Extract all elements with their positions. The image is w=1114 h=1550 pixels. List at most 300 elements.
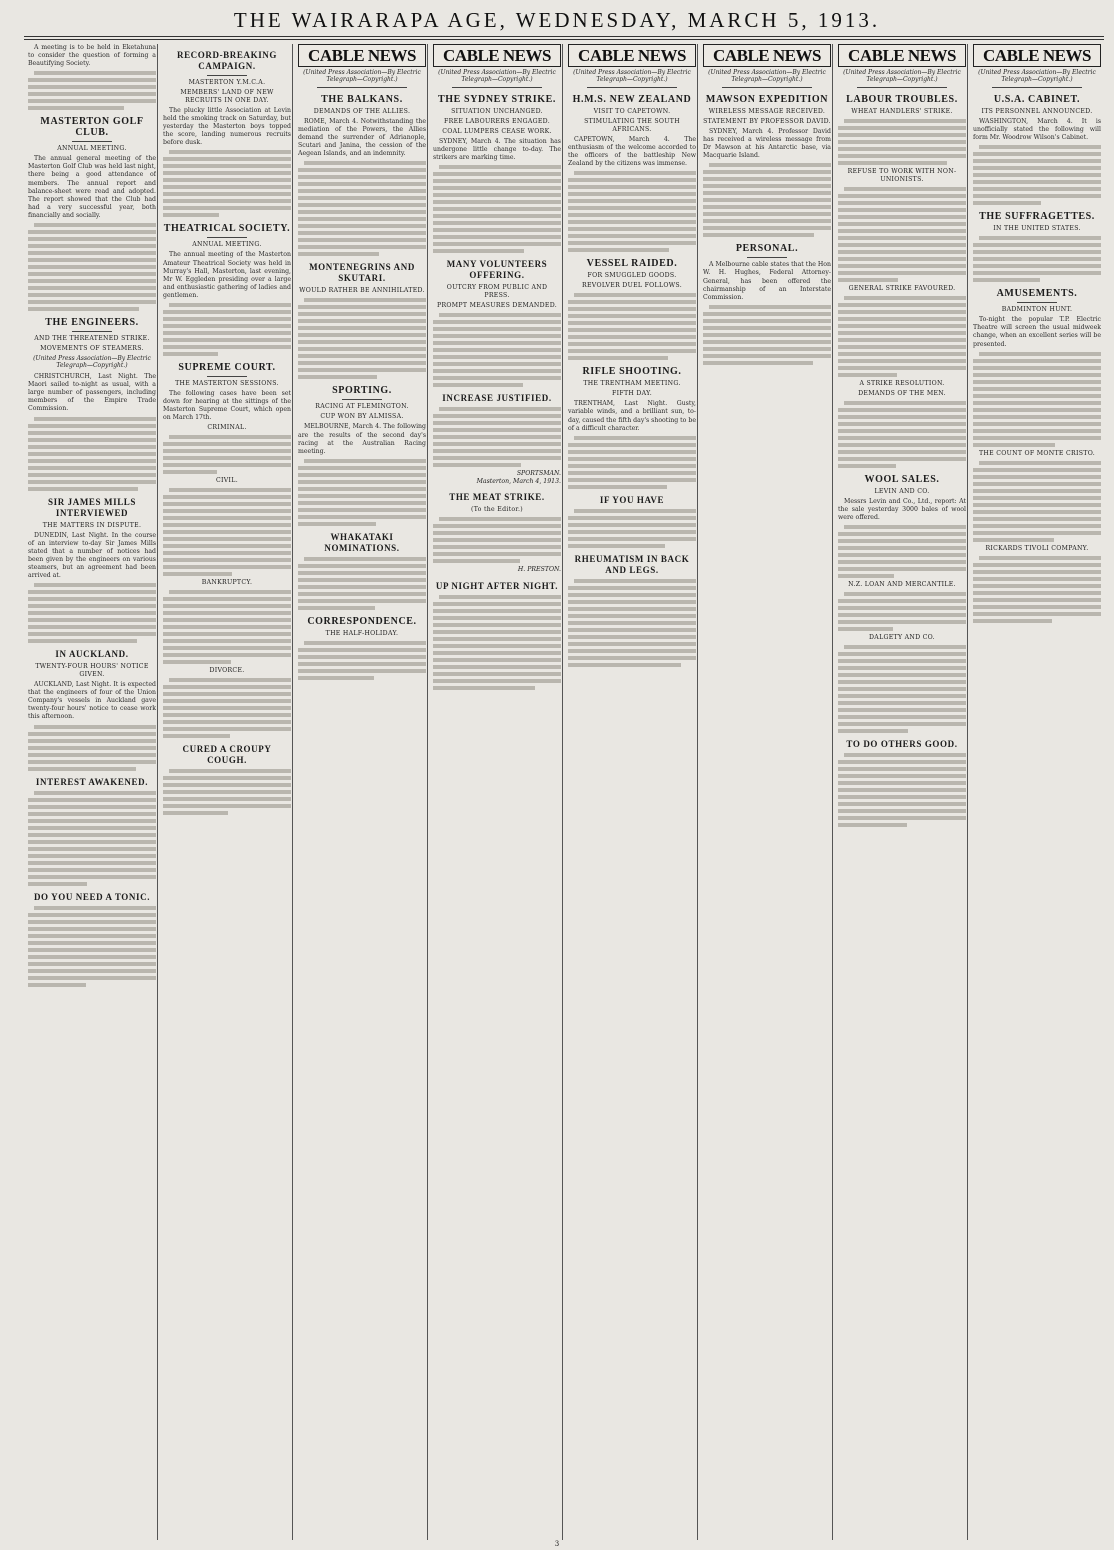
print-line xyxy=(838,443,966,447)
personal-headline: PERSONAL. xyxy=(735,243,799,255)
bankruptcy-subhead: BANKRUPTCY. xyxy=(201,579,253,587)
print-line xyxy=(973,429,1101,433)
print-line xyxy=(433,686,535,690)
print-line xyxy=(28,438,156,442)
print-line xyxy=(163,685,291,689)
print-line xyxy=(163,544,291,548)
print-line xyxy=(304,298,426,302)
print-line xyxy=(28,251,156,255)
print-line xyxy=(838,324,966,328)
print-line xyxy=(298,203,426,207)
print-line xyxy=(163,604,291,608)
print-line xyxy=(973,510,1101,514)
print-line xyxy=(568,248,669,252)
engineers-subhead: AND THE THREATENED STRIKE. xyxy=(34,335,150,343)
filler-text xyxy=(28,223,156,311)
filler-text xyxy=(973,461,1101,542)
print-line xyxy=(838,303,966,307)
filler-text xyxy=(973,236,1101,282)
print-line xyxy=(703,333,831,337)
print-line xyxy=(163,646,291,650)
print-line xyxy=(838,560,966,564)
print-line xyxy=(163,660,231,664)
print-line xyxy=(433,320,561,324)
print-line xyxy=(574,579,696,583)
sporting-article: MELBOURNE, March 4. The following are the results of the second day's racing at the Australian Racing meeting. xyxy=(298,423,426,455)
print-line xyxy=(433,435,561,439)
print-line xyxy=(28,927,156,931)
print-line xyxy=(28,480,156,484)
print-line xyxy=(838,539,966,543)
print-line xyxy=(169,150,291,154)
labour-subhead: WHEAT HANDLERS' STRIKE. xyxy=(851,108,953,115)
print-line xyxy=(568,335,696,339)
rickards-subhead: RICKARDS TIVOLI COMPANY. xyxy=(985,544,1089,552)
press-credit: (United Press Association—By Electric Telegraph—Copyright.) xyxy=(708,69,826,83)
print-line xyxy=(838,567,966,571)
print-line xyxy=(703,319,831,323)
print-line xyxy=(973,359,1101,363)
print-line xyxy=(28,934,156,938)
print-line xyxy=(568,450,696,454)
print-line xyxy=(163,463,291,467)
print-line xyxy=(163,157,291,161)
print-line xyxy=(28,962,156,966)
print-line xyxy=(298,648,426,652)
filler-text xyxy=(163,435,291,474)
print-line xyxy=(298,196,426,200)
print-line xyxy=(28,106,124,110)
print-line xyxy=(973,387,1101,391)
print-line xyxy=(433,456,561,460)
filler-text xyxy=(838,296,966,377)
print-line xyxy=(298,168,426,172)
print-line xyxy=(838,457,966,461)
usa-headline: U.S.A. CABINET. xyxy=(993,94,1081,105)
cable-news-banner: CABLE NEWS xyxy=(973,44,1101,67)
print-line xyxy=(568,300,696,304)
print-line xyxy=(973,436,1101,440)
print-line xyxy=(568,234,696,238)
print-line xyxy=(298,578,426,582)
filler-text xyxy=(163,303,291,356)
rule xyxy=(452,87,542,88)
print-line xyxy=(163,516,291,520)
press-credit: (United Press Association—By Electric Telegraph—Copyright.) xyxy=(33,355,151,370)
print-line xyxy=(433,609,561,613)
print-line xyxy=(838,606,966,610)
print-line xyxy=(703,326,831,330)
nz-article: CAPETOWN, March 4. The enthusiasm of the welcome accorded to the officers of the battleship New Zealand by the citizens was immense. xyxy=(568,136,696,168)
filler-text xyxy=(838,525,966,578)
increase-headline: INCREASE JUSTIFIED. xyxy=(442,393,552,404)
print-line xyxy=(838,680,966,684)
print-line xyxy=(973,166,1101,170)
print-line xyxy=(163,797,291,801)
print-line xyxy=(838,161,947,165)
whakataki-headline: WHAKATAKI NOMINATIONS. xyxy=(324,531,400,553)
print-line xyxy=(433,179,561,183)
filler-text xyxy=(568,293,696,360)
print-line xyxy=(838,701,966,705)
print-line xyxy=(304,557,426,561)
print-line xyxy=(703,177,831,181)
print-line xyxy=(973,201,1041,205)
print-line xyxy=(28,487,138,491)
print-line xyxy=(568,628,696,632)
balkans-article: ROME, March 4. Notwithstanding the mediation of the Powers, the Allies demand the surrender of Adrianople, Scutari and Janina, the cession of the Aegean Islands, and an indemnity. xyxy=(298,118,426,158)
print-line xyxy=(304,641,426,645)
wool-headline: WOOL SALES. xyxy=(864,474,940,485)
filler-text xyxy=(28,583,156,643)
print-line xyxy=(298,571,426,575)
print-line xyxy=(28,983,86,987)
print-line xyxy=(298,245,426,249)
volunteers-subhead: OUTCRY FROM PUBLIC AND PRESS. xyxy=(446,284,548,300)
print-line xyxy=(838,154,966,158)
print-line xyxy=(838,574,894,578)
filler-text xyxy=(163,769,291,815)
print-line xyxy=(838,760,966,764)
print-line xyxy=(34,791,156,795)
print-line xyxy=(433,421,561,425)
amusements-article: To-night the popular T.P. Electric Theatre will screen the usual midweek change, when an excellent series will be presented. xyxy=(973,316,1101,348)
print-line xyxy=(838,546,966,550)
print-line xyxy=(838,620,966,624)
print-line xyxy=(973,243,1101,247)
print-line xyxy=(838,795,966,799)
filler-text xyxy=(163,590,291,664)
print-line xyxy=(433,623,561,627)
print-line xyxy=(433,341,561,345)
print-line xyxy=(433,552,561,556)
print-line xyxy=(709,305,831,309)
print-line xyxy=(844,645,966,649)
print-line xyxy=(163,790,291,794)
print-line xyxy=(838,627,893,631)
print-line xyxy=(304,459,426,463)
filler-text xyxy=(568,509,696,548)
filler-text xyxy=(703,305,831,365)
print-line xyxy=(574,293,696,297)
print-line xyxy=(568,321,696,325)
column-4 xyxy=(433,44,561,1544)
divorce-subhead: DIVORCE. xyxy=(209,667,245,675)
print-line xyxy=(844,296,966,300)
print-line xyxy=(433,334,561,338)
print-line xyxy=(169,678,291,682)
print-line xyxy=(163,727,291,731)
print-line xyxy=(163,171,291,175)
print-line xyxy=(34,223,156,227)
print-line xyxy=(433,644,561,648)
intro-paragraph: A meeting is to be held in Eketahuna to consider the question of forming a Beautifying Society. xyxy=(28,44,156,68)
meat-headline: THE MEAT STRIKE. xyxy=(449,492,545,503)
print-line xyxy=(433,362,561,366)
print-line xyxy=(973,394,1101,398)
engineers-headline: THE ENGINEERS. xyxy=(45,317,139,329)
print-line xyxy=(298,487,426,491)
print-line xyxy=(973,264,1101,268)
print-line xyxy=(298,305,426,309)
print-line xyxy=(28,976,156,980)
filler-text xyxy=(433,165,561,253)
print-line xyxy=(28,424,156,428)
record-headline: RECORD-BREAKING CAMPAIGN. xyxy=(176,50,277,71)
print-line xyxy=(298,252,379,256)
print-line xyxy=(433,428,561,432)
print-line xyxy=(163,199,291,203)
print-line xyxy=(844,592,966,596)
print-line xyxy=(838,722,966,726)
print-line xyxy=(568,523,696,527)
print-line xyxy=(298,473,426,477)
filler-text xyxy=(28,71,156,110)
print-line xyxy=(433,616,561,620)
print-line xyxy=(973,524,1101,528)
print-line xyxy=(433,538,561,542)
print-line xyxy=(163,206,291,210)
print-line xyxy=(568,635,696,639)
print-line xyxy=(838,373,897,377)
print-line xyxy=(28,99,156,103)
print-line xyxy=(298,333,426,337)
print-line xyxy=(298,655,426,659)
print-line xyxy=(28,618,156,622)
print-line xyxy=(703,170,831,174)
print-line xyxy=(433,463,521,467)
rule xyxy=(722,87,812,88)
rule xyxy=(857,87,947,88)
rule xyxy=(72,141,112,142)
print-line xyxy=(433,376,561,380)
print-line xyxy=(703,205,831,209)
print-line xyxy=(298,375,377,379)
print-line xyxy=(28,969,156,973)
print-line xyxy=(838,257,966,261)
correspondence-headline: CORRESPONDENCE. xyxy=(307,615,417,627)
filler-text xyxy=(433,517,561,563)
print-line xyxy=(433,665,561,669)
rifle-article: TRENTHAM, Last Night. Gusty, variable winds, and a brilliant sun, to-day, caused the fifth day's shooting to be of a difficult character. xyxy=(568,400,696,432)
print-line xyxy=(703,312,831,316)
print-line xyxy=(298,340,426,344)
print-line xyxy=(838,673,966,677)
print-line xyxy=(298,564,426,568)
print-line xyxy=(568,537,696,541)
print-line xyxy=(703,347,831,351)
print-line xyxy=(28,948,156,952)
print-line xyxy=(844,187,966,191)
print-line xyxy=(844,401,966,405)
print-line xyxy=(568,586,696,590)
masthead: THE WAIRARAPA AGE, WEDNESDAY, MARCH 5, 1913. xyxy=(233,8,881,32)
demands-subhead: DEMANDS OF THE MEN. xyxy=(858,390,946,397)
ad-interest-headline: INTEREST AWAKENED. xyxy=(35,776,149,787)
print-line xyxy=(838,429,966,433)
dalgety-subhead: DALGETY AND CO. xyxy=(869,634,935,642)
print-line xyxy=(28,300,156,304)
golf-subhead: ANNUAL MEETING. xyxy=(57,145,127,153)
print-line xyxy=(973,271,1101,275)
press-credit: (United Press Association—By Electric Telegraph—Copyright.) xyxy=(573,69,691,83)
filler-text xyxy=(703,163,831,237)
print-line xyxy=(169,769,291,773)
suffragettes-subhead: IN THE UNITED STATES. xyxy=(993,225,1081,233)
print-line xyxy=(163,352,218,356)
print-line xyxy=(163,639,291,643)
print-line xyxy=(568,227,696,231)
print-line xyxy=(838,816,966,820)
print-line xyxy=(28,265,156,269)
print-line xyxy=(574,436,696,440)
print-line xyxy=(28,597,156,601)
print-line xyxy=(838,415,966,419)
print-line xyxy=(973,570,1101,574)
print-line xyxy=(28,632,156,636)
print-line xyxy=(568,663,681,667)
print-line xyxy=(28,307,139,311)
print-line xyxy=(973,591,1101,595)
mills-headline: SIR JAMES MILLS INTERVIEWED xyxy=(47,496,137,518)
nz-subhead: VISIT TO CAPETOWN. xyxy=(593,108,671,115)
print-line xyxy=(163,164,291,168)
print-line xyxy=(439,313,561,317)
rule xyxy=(317,87,407,88)
ifyouhave-headline: IF YOU HAVE xyxy=(599,494,665,505)
filler-text xyxy=(973,145,1101,205)
print-line xyxy=(28,861,156,865)
print-line xyxy=(568,593,696,597)
filler-text xyxy=(568,436,696,489)
print-line xyxy=(838,345,966,349)
print-line xyxy=(163,449,291,453)
print-line xyxy=(433,327,561,331)
cable-news-banner: CABLE NEWS xyxy=(838,44,966,67)
column-7 xyxy=(838,44,966,1544)
refuse-subhead: REFUSE TO WORK WITH NON-UNIONISTS. xyxy=(847,168,957,183)
print-line xyxy=(838,229,966,233)
print-line xyxy=(298,175,426,179)
nzloan-subhead: N.Z. LOAN AND MERCANTILE. xyxy=(848,581,956,589)
print-line xyxy=(28,85,156,89)
print-line xyxy=(973,563,1101,567)
print-line xyxy=(439,165,561,169)
print-line xyxy=(574,171,696,175)
print-line xyxy=(433,207,561,211)
print-line xyxy=(973,496,1101,500)
print-line xyxy=(28,941,156,945)
cable-news-banner: CABLE NEWS xyxy=(433,44,561,67)
print-line xyxy=(28,805,156,809)
wool-subhead: LEVIN AND CO. xyxy=(874,488,930,495)
print-line xyxy=(973,257,1101,261)
print-line xyxy=(838,201,966,205)
personal-article: A Melbourne cable states that the Hon W. H. Hughes, Federal Attorney-General, has been offered the chairmanship of an Interstate Commission. xyxy=(703,261,831,301)
print-line xyxy=(163,178,291,182)
golf-article: The annual general meeting of the Masterton Golf Club was held last night, there being a good attendance of members. The annual report and balance-sheet were read and adopted. The report showed that the Club had had a very successful year, both financially and socially. xyxy=(28,155,156,219)
print-line xyxy=(28,920,156,924)
print-line xyxy=(28,833,156,837)
print-line xyxy=(163,776,291,780)
print-line xyxy=(28,868,156,872)
print-line xyxy=(838,652,966,656)
print-line xyxy=(703,361,813,365)
print-line xyxy=(439,595,561,599)
print-line xyxy=(163,811,228,815)
print-line xyxy=(28,639,137,643)
print-line xyxy=(169,303,291,307)
print-line xyxy=(838,802,966,806)
general-strike-subhead: GENERAL STRIKE FAVOURED. xyxy=(848,285,956,292)
print-line xyxy=(838,599,966,603)
print-line xyxy=(838,408,966,412)
print-line xyxy=(28,753,156,757)
filler-text xyxy=(838,645,966,733)
print-line xyxy=(28,812,156,816)
rule xyxy=(1017,302,1057,303)
others-headline: TO DO OTHERS GOOD. xyxy=(846,739,958,750)
mawson-headline: MAWSON EXPEDITION xyxy=(705,94,829,105)
print-line xyxy=(838,352,966,356)
correspondence-subhead: THE HALF-HOLIDAY. xyxy=(325,629,399,637)
vessel-headline: VESSEL RAIDED. xyxy=(586,258,678,270)
print-line xyxy=(28,913,156,917)
press-credit: (United Press Association—By Electric Telegraph—Copyright.) xyxy=(843,69,961,83)
print-line xyxy=(973,475,1101,479)
print-line xyxy=(163,495,291,499)
print-line xyxy=(838,126,966,130)
print-line xyxy=(703,191,831,195)
print-line xyxy=(973,173,1101,177)
print-line xyxy=(979,556,1101,560)
print-line xyxy=(28,798,156,802)
print-line xyxy=(163,523,291,527)
print-line xyxy=(838,788,966,792)
filler-text xyxy=(973,556,1101,623)
mawson-article: SYDNEY, March 4. Professor David has received a wireless message from Dr Mawson at his Antarctic base, via Macquarie Island. xyxy=(703,128,831,160)
print-line xyxy=(973,482,1101,486)
print-line xyxy=(163,192,291,196)
print-line xyxy=(163,565,291,569)
print-line xyxy=(973,598,1101,602)
print-line xyxy=(568,199,696,203)
print-line xyxy=(838,366,966,370)
print-line xyxy=(838,729,908,733)
press-credit: (United Press Association—By Electric Telegraph—Copyright.) xyxy=(978,69,1096,83)
theatre-article: The annual meeting of the Masterton Amateur Theatrical Society was held in Murray's Hall, Masterton, last evening, Mr W. Eggleden presiding over a large and enthusiastic gathering of ladies and gentlemen. xyxy=(163,251,291,299)
print-line xyxy=(28,431,156,435)
print-line xyxy=(838,271,966,275)
print-line xyxy=(298,182,426,186)
suffragettes-headline: THE SUFFRAGETTES. xyxy=(979,211,1095,223)
print-line xyxy=(163,618,291,622)
print-line xyxy=(298,210,426,214)
print-line xyxy=(433,524,561,528)
print-line xyxy=(838,436,966,440)
sydney-subhead: SITUATION UNCHANGED. xyxy=(451,108,543,115)
print-line xyxy=(568,464,696,468)
print-line xyxy=(298,522,376,526)
print-line xyxy=(433,637,561,641)
print-line xyxy=(298,312,426,316)
sporting-headline: SPORTING. xyxy=(332,385,392,397)
print-line xyxy=(433,221,561,225)
filler-text xyxy=(163,488,291,576)
rule xyxy=(587,87,677,88)
rheumatism-headline: RHEUMATISM IN BACK AND LEGS. xyxy=(574,553,690,575)
print-line xyxy=(34,583,156,587)
